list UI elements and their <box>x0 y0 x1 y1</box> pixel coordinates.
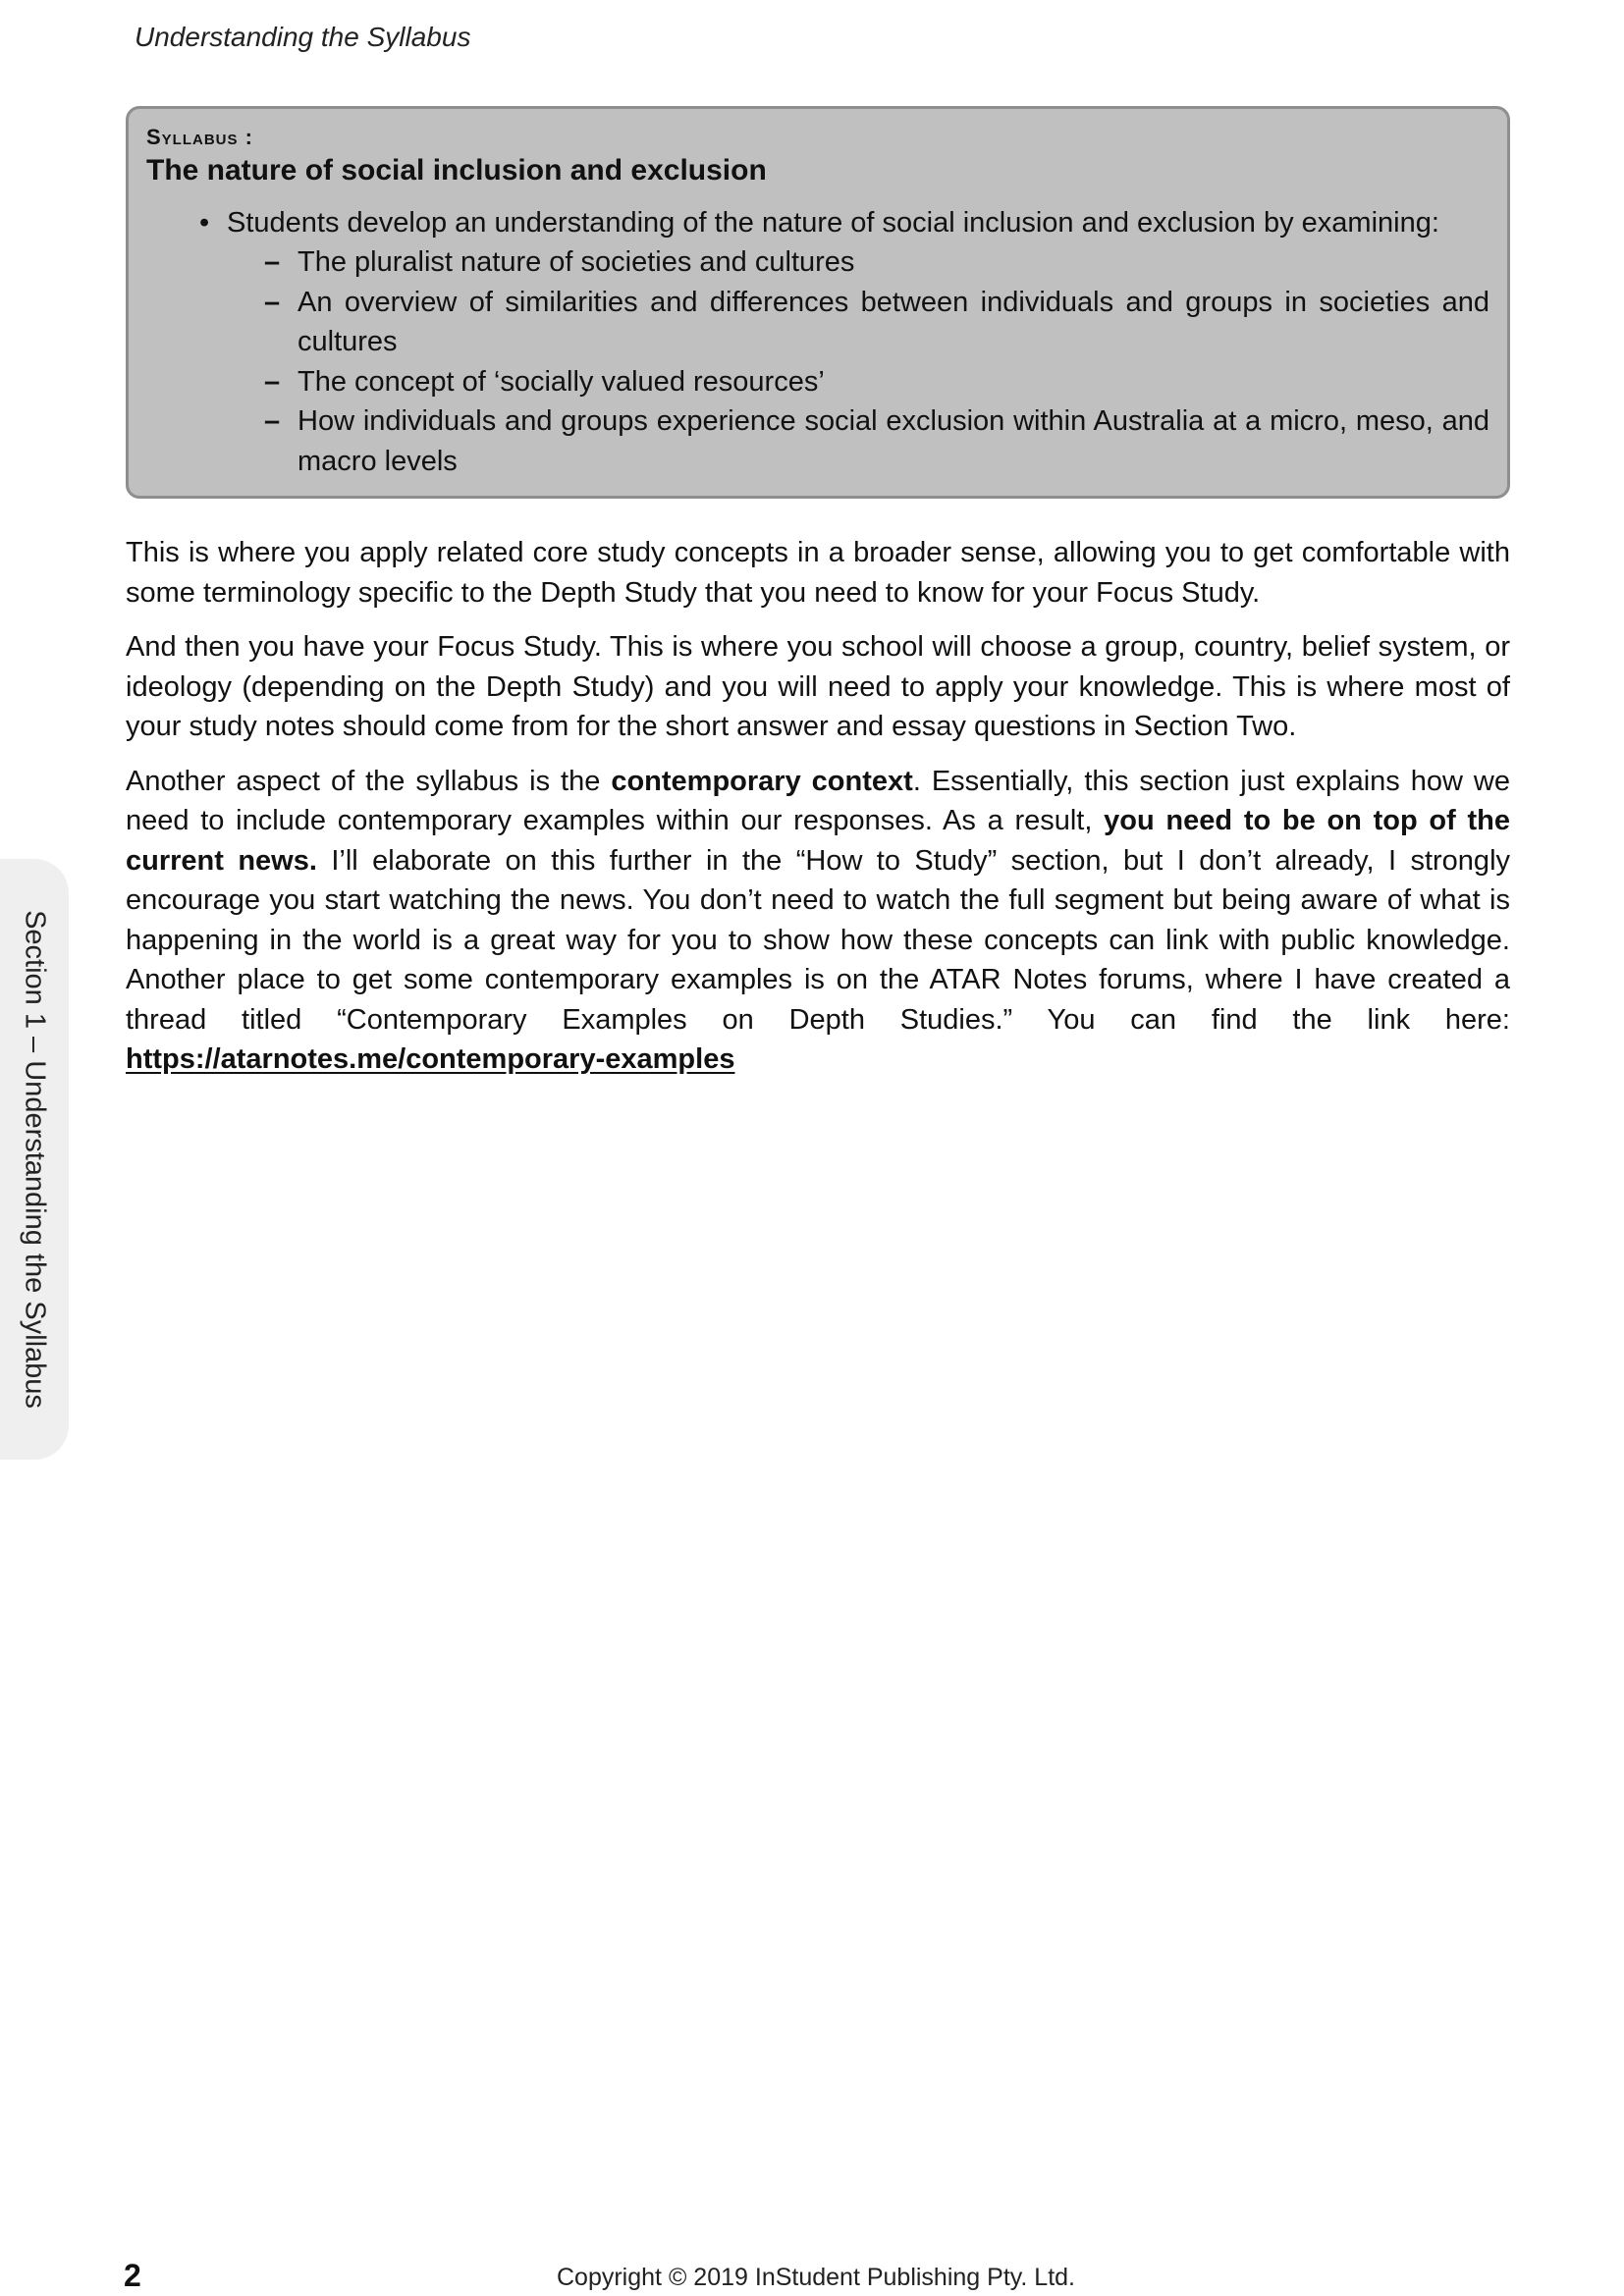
paragraph-core-concepts: This is where you apply related core study concepts in a broader sense, allowing you to get comfortable with some terminology specific to the Depth Study that you need to know for your Focus Study. <box>126 537 1510 609</box>
page-number: 2 <box>124 2258 141 2293</box>
dash-icon: – <box>264 246 281 278</box>
paragraph-text: Another aspect of the syllabus is the <box>126 765 612 797</box>
section-side-tab-label: Section 1 – Understanding the Syllabus <box>19 910 51 1409</box>
syllabus-subitem-text: An overview of similarities and differences between individuals and groups in societies and cultures <box>298 286 1489 357</box>
syllabus-kicker: Syllabus : <box>146 125 253 149</box>
syllabus-subitem-text: The pluralist nature of societies and cultures <box>298 246 855 278</box>
copyright-notice: Copyright © 2019 InStudent Publishing Pty. Ltd. <box>557 2264 1076 2291</box>
paragraph-contemporary-context <box>126 762 1510 1080</box>
bold-contemporary-context: contemporary context <box>611 765 913 797</box>
paragraph-text: . Essentially, this section just explains how we need to include contemporary examples within our responses. As a result, <box>126 765 1510 836</box>
dash-icon: – <box>264 365 281 398</box>
dash-icon: – <box>264 405 281 437</box>
syllabus-title: The nature of social inclusion and exclusion <box>146 154 767 187</box>
syllabus-bullet-text: Students develop an understanding of the nature of social inclusion and exclusion by examining: <box>227 207 1439 239</box>
contemporary-examples-link[interactable]: https://atarnotes.me/contemporary-examples <box>126 1043 735 1075</box>
paragraph-text: I’ll elaborate on this further in the “How to Study” section, but I don’t already, I strongly encourage you start watching the news. You don’t need to watch the full segment but being aware of what is happening in the world is a great way for you to show how these concepts can link with public knowledge. Another place to get some contemporary examples is on the ATAR Notes forums, where I have created a thread titled “Contemporary Examples on Depth Studies.” You can find the link here: <box>126 844 1511 1036</box>
syllabus-subitem <box>146 362 1489 402</box>
syllabus-subitem <box>146 401 1489 481</box>
syllabus-subitems <box>146 242 1489 481</box>
paragraph-focus-study: And then you have your Focus Study. This is where you school will choose a group, country, belief system, or ideology (depending on the Depth Study) and you will need to apply your knowledge. This is where most of your study notes should come from for the short answer and essay questions in Section Two. <box>126 631 1510 742</box>
dash-icon: – <box>264 286 281 318</box>
running-header: Understanding the Syllabus <box>135 22 471 52</box>
syllabus-box <box>126 106 1510 499</box>
section-side-tab <box>0 859 69 1460</box>
body-text <box>126 533 1510 1095</box>
bullet-icon: • <box>199 207 210 239</box>
syllabus-subitem-text: How individuals and groups experience social exclusion within Australia at a micro, meso, and macro levels <box>298 405 1489 477</box>
syllabus-subitem <box>146 242 1489 283</box>
bold-current-news: you need to be on top of the current news. <box>126 805 1510 877</box>
syllabus-subitem <box>146 283 1489 362</box>
syllabus-bullet <box>146 203 1489 242</box>
syllabus-subitem-text: The concept of ‘socially valued resources’ <box>298 365 825 398</box>
